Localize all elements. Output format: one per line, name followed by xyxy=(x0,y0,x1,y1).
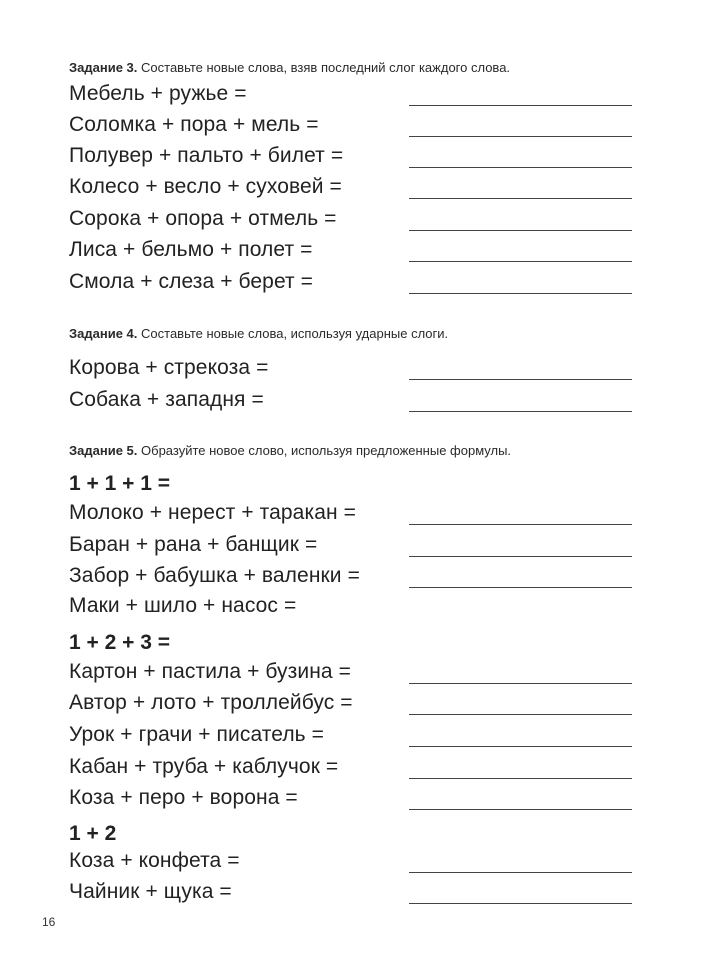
task3-text: Составьте новые слова, взяв последний слог каждого слова. xyxy=(141,60,511,75)
answer-line xyxy=(409,167,632,168)
task3-expression: Полувер + пальто + билет = xyxy=(69,144,344,167)
task5-row xyxy=(69,564,639,594)
task5-expression: Автор + лото + троллейбус = xyxy=(69,691,353,714)
task4-expression: Корова + стрекоза = xyxy=(69,356,269,379)
page-number: 16 xyxy=(42,915,56,929)
answer-line xyxy=(409,198,632,199)
task5-row xyxy=(69,849,639,879)
task5-expression: Молоко + нерест + таракан = xyxy=(69,501,356,524)
answer-line xyxy=(409,778,632,779)
task3-row xyxy=(69,238,639,268)
answer-line xyxy=(409,136,632,137)
task5-expression: Коза + конфета = xyxy=(69,849,240,872)
answer-line xyxy=(409,872,632,873)
answer-line xyxy=(409,230,632,231)
task4-row xyxy=(69,388,639,418)
task3-expression: Смола + слеза + берет = xyxy=(69,270,314,293)
task5-row xyxy=(69,723,639,753)
task5-row xyxy=(69,594,639,624)
task5-row xyxy=(69,660,639,690)
task5-row xyxy=(69,533,639,563)
task5-expression: Маки + шило + насос = xyxy=(69,594,297,617)
task3-row xyxy=(69,144,639,174)
task3-row xyxy=(69,113,639,143)
answer-line xyxy=(409,411,632,412)
task3-row xyxy=(69,175,639,205)
formula-1-2: 1 + 2 xyxy=(69,822,117,845)
task5-row xyxy=(69,880,639,910)
task3-row xyxy=(69,82,639,112)
task5-expression: Чайник + щука = xyxy=(69,880,232,903)
task3-expression: Лиса + бельмо + полет = xyxy=(69,238,313,261)
task4-label: Задание 4. xyxy=(69,326,138,341)
task5-expression: Урок + грачи + писатель = xyxy=(69,723,325,746)
answer-line xyxy=(409,261,632,262)
task3-expression: Сорока + опора + отмель = xyxy=(69,207,337,230)
task5-expression: Баран + рана + банщик = xyxy=(69,533,318,556)
task3-expression: Колесо + весло + суховей = xyxy=(69,175,342,198)
task3-label: Задание 3. xyxy=(69,60,138,75)
task5-row xyxy=(69,786,639,816)
answer-line xyxy=(409,105,632,106)
task5-row xyxy=(69,501,639,531)
task4-expression: Собака + западня = xyxy=(69,388,264,411)
task5-expression: Кабан + труба + каблучок = xyxy=(69,755,339,778)
task5-expression: Забор + бабушка + валенки = xyxy=(69,564,360,587)
task5-expression: Коза + перо + ворона = xyxy=(69,786,298,809)
task5-row xyxy=(69,755,639,785)
answer-line xyxy=(409,379,632,380)
task3-row xyxy=(69,207,639,237)
task3-row xyxy=(69,270,639,300)
formula-1-1-1: 1 + 1 + 1 = xyxy=(69,472,171,495)
task5-row xyxy=(69,691,639,721)
answer-line xyxy=(409,587,632,588)
task4-row xyxy=(69,356,639,386)
task5-expression: Картон + пастила + бузина = xyxy=(69,660,351,683)
answer-line xyxy=(409,746,632,747)
task5-text: Образуйте новое слово, используя предложенные формулы. xyxy=(141,443,512,458)
task4-text: Составьте новые слова, используя ударные слоги. xyxy=(141,326,449,341)
answer-line xyxy=(409,903,632,904)
task4-heading xyxy=(69,326,448,341)
answer-line xyxy=(409,293,632,294)
task3-expression: Соломка + пора + мель = xyxy=(69,113,319,136)
answer-line xyxy=(409,524,632,525)
task5-label: Задание 5. xyxy=(69,443,138,458)
answer-line xyxy=(409,556,632,557)
task3-heading xyxy=(69,60,510,75)
formula-1-2-3: 1 + 2 + 3 = xyxy=(69,631,171,654)
task5-heading xyxy=(69,443,511,458)
answer-line xyxy=(409,683,632,684)
answer-line xyxy=(409,809,632,810)
answer-line xyxy=(409,714,632,715)
task3-expression: Мебель + ружье = xyxy=(69,82,247,105)
